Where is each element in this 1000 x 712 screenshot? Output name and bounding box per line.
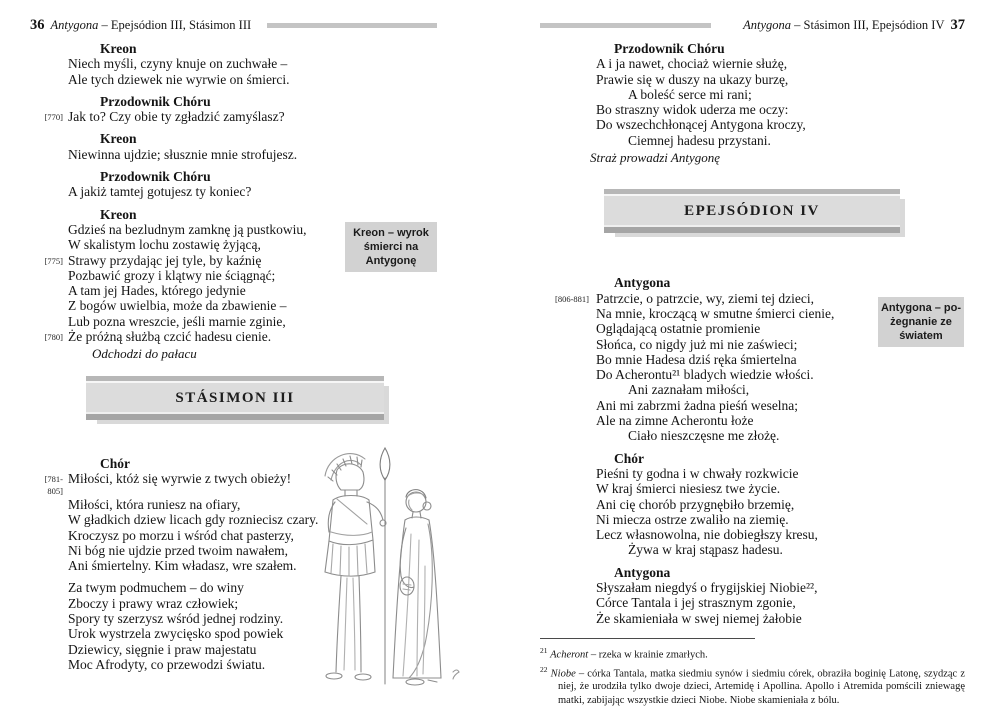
verse-text: Ni bóg nie ujdzie przed twoim nawałem, bbox=[68, 542, 289, 558]
verse-text: Dziewicy, sięgnie i praw majestatu bbox=[68, 641, 257, 657]
speech-block bbox=[540, 565, 965, 626]
verse-line bbox=[540, 497, 965, 512]
verse-text: Urok wystrzela zwycięsko spod powiek bbox=[68, 626, 284, 642]
line-number-ref bbox=[540, 512, 596, 527]
verse-line bbox=[30, 298, 437, 313]
speech-block bbox=[540, 41, 965, 148]
running-title-rest: – Stásimon III, Epejsódion IV bbox=[794, 17, 945, 32]
margin-note-line: żegnanie ze bbox=[890, 316, 952, 328]
verse-line bbox=[540, 117, 965, 132]
section-banner bbox=[86, 376, 384, 420]
line-number-ref bbox=[30, 147, 68, 162]
margin-note-antygona-farewell bbox=[878, 297, 964, 347]
footnote-text: – rzeka w krainie zmarłych. bbox=[590, 649, 708, 661]
footnotes bbox=[540, 638, 965, 707]
verse-line bbox=[30, 283, 437, 298]
footnote-marker: 22 bbox=[540, 664, 548, 674]
verse-line bbox=[30, 184, 437, 199]
verse-text: Córce Tantala i jej strasznym zgonie, bbox=[596, 595, 796, 611]
section-banner-title: EPEJSÓDION IV bbox=[684, 203, 820, 220]
verse-text: Pieśni ty godna i w chwały rozkwicie bbox=[596, 465, 799, 481]
verse-text: Ani mi zabrzmi żadna pieśń weselna; bbox=[596, 397, 799, 413]
line-number-ref bbox=[540, 133, 596, 148]
footnote-term: Niobe bbox=[550, 668, 576, 680]
line-number-ref bbox=[540, 481, 596, 496]
line-number-ref: [775] bbox=[44, 255, 63, 266]
guard-and-antigone-illustration bbox=[303, 444, 478, 692]
section-banner bbox=[604, 189, 900, 233]
running-title bbox=[51, 18, 252, 33]
verse-line bbox=[540, 72, 965, 87]
line-number-ref bbox=[30, 543, 68, 558]
verse-text: Miłości, któż się wyrwie z twych obieży! bbox=[68, 470, 292, 486]
verse-line bbox=[540, 133, 965, 148]
speaker-name: Kreon bbox=[100, 41, 137, 56]
line-number-ref bbox=[30, 72, 68, 87]
line-number-ref bbox=[30, 528, 68, 543]
speaker-name: Antygona bbox=[614, 564, 671, 580]
line-number-ref bbox=[30, 268, 68, 283]
line-number-ref bbox=[30, 657, 68, 672]
line-number-ref bbox=[30, 512, 68, 527]
margin-note-line: Antygonę bbox=[365, 255, 417, 267]
line-number-ref bbox=[30, 497, 68, 512]
footnote-niobe bbox=[540, 663, 965, 707]
verse-text: Strawy przydając jej tyle, by kaźnię bbox=[68, 252, 262, 268]
verse-text: Za twym podmuchem – do winy bbox=[68, 580, 244, 596]
footnote-marker: 21 bbox=[540, 645, 548, 655]
verse-text: Ale tych dziewek nie wyrwie on śmierci. bbox=[68, 71, 290, 87]
speaker-name: Kreon bbox=[100, 131, 137, 147]
verse-text: Ani śmiertelny. Kim władasz, wre szałem. bbox=[68, 558, 297, 574]
margin-note-line: śmierci na bbox=[363, 241, 419, 253]
verse-line bbox=[540, 367, 965, 382]
line-number-ref bbox=[30, 222, 68, 237]
verse-text: Słyszałam niegdyś o frygijskiej Niobie²², bbox=[596, 580, 818, 596]
verse-text: Do Acherontu²¹ bladych wiedzie włości. bbox=[596, 367, 814, 383]
line-number-ref bbox=[540, 352, 596, 367]
footnote-text: – córka Tantala, matka siedmiu synów i siedmiu córek, obraziła boginię Latonę, szydząc z niej, że urodziła tylko dwoje dzieci, Artemidę i Apollina. Apollo i Atremida pomścili zniewagę matki, zabijając wszystkie dzieci Niobe. Niobe skamieniała z bólu. bbox=[558, 668, 966, 706]
line-number-ref bbox=[30, 56, 68, 71]
verse-text: W skalistym lochu zostawię żyjącą, bbox=[68, 237, 261, 253]
verse-text: Słońca, co nigdy już mi nie zaświeci; bbox=[596, 336, 798, 352]
verse-line bbox=[540, 466, 965, 481]
line-number-ref bbox=[540, 102, 596, 117]
verse-line bbox=[30, 72, 437, 87]
line-number-ref bbox=[540, 580, 596, 595]
verse-line bbox=[540, 382, 965, 397]
verse-text: W gładkich dziew licach gdy rozniecisz czary. bbox=[68, 512, 319, 528]
line-number-ref bbox=[540, 321, 596, 336]
verse-text: Kroczysz po morzu i wśród chat pasterzy, bbox=[68, 527, 294, 543]
verse-line bbox=[540, 595, 965, 610]
verse-line bbox=[540, 512, 965, 527]
verse-line bbox=[540, 102, 965, 117]
verse-line bbox=[30, 147, 437, 162]
verse-line bbox=[30, 329, 437, 344]
header-rule-bar bbox=[267, 23, 437, 28]
speech-block bbox=[30, 169, 437, 200]
verse-line bbox=[540, 352, 965, 367]
speaker-name: Przodownik Chóru bbox=[100, 169, 211, 185]
margin-note-line: Kreon – wyrok bbox=[353, 227, 429, 239]
verse-text: A i ja nawet, chociaż wiernie służę, bbox=[596, 56, 788, 72]
verse-line bbox=[30, 109, 437, 124]
verse-text: Ani zaznałam miłości, bbox=[628, 382, 750, 398]
verse-text: A boleść serce mi rani; bbox=[628, 86, 752, 102]
footnote-rule bbox=[540, 638, 755, 639]
verse-text: Ale na zimne Acherontu łoże bbox=[596, 413, 754, 429]
book-title: Antygona bbox=[50, 17, 99, 32]
line-number-ref bbox=[540, 428, 596, 443]
verse-text: Ciało nieszczęsne me złożę. bbox=[628, 428, 780, 444]
verse-line bbox=[30, 56, 437, 71]
line-number-ref bbox=[540, 413, 596, 428]
verse-text: Ciemnej hadesu przystani. bbox=[628, 132, 771, 148]
line-number-ref bbox=[540, 382, 596, 397]
verse-text: Oglądającą ostatnie promienie bbox=[596, 321, 761, 337]
line-number-ref bbox=[540, 595, 596, 610]
margin-note-kreon-verdict bbox=[345, 222, 437, 272]
verse-text: Pozbawić grozy i klątwy nie ściągnąć; bbox=[68, 267, 276, 283]
line-number-ref bbox=[30, 184, 68, 199]
verse-text: Na mnie, kroczącą w smutne śmierci cienie, bbox=[596, 305, 835, 321]
verse-text: Bo straszny widok uderza me oczy: bbox=[596, 102, 789, 118]
header-rule-bar bbox=[540, 23, 711, 28]
verse-text: Lecz własnowolna, nie dobiegłszy kresu, bbox=[596, 527, 818, 543]
speech-block bbox=[30, 41, 437, 87]
verse-line bbox=[540, 428, 965, 443]
verse-text: W kraj śmierci niesiesz twe życie. bbox=[596, 481, 781, 497]
line-number-ref bbox=[540, 367, 596, 382]
verse-text: Żywa w kraj stąpasz hadesu. bbox=[628, 542, 783, 558]
verse-line bbox=[540, 611, 965, 626]
verse-text: Że próżną służbą czcić hadesu cienie. bbox=[68, 329, 272, 345]
verse-text: Lub pozna wreszcie, jeśli marnie zginie, bbox=[68, 313, 286, 329]
line-number-ref bbox=[30, 558, 68, 573]
line-number-ref bbox=[30, 283, 68, 298]
running-header bbox=[540, 16, 965, 34]
verse-line bbox=[540, 413, 965, 428]
verse-text: A jakiż tamtej gotujesz ty koniec? bbox=[68, 184, 252, 200]
line-number-ref bbox=[30, 611, 68, 626]
line-number-ref bbox=[30, 642, 68, 657]
margin-note-line: Antygona – po- bbox=[880, 302, 962, 314]
verse-text: Bo mnie Hadesa dziś ręka śmiertelna bbox=[596, 351, 797, 367]
line-number-ref: [770] bbox=[44, 112, 63, 123]
speaker-name: Chór bbox=[100, 455, 130, 471]
verse-text: Ani cię chorób przygnębiło brzemię, bbox=[596, 496, 795, 512]
verse-text: Niewinna ujdzie; słusznie mnie strofujesz. bbox=[68, 146, 298, 162]
book-title: Antygona bbox=[743, 17, 792, 32]
footnote-acheront bbox=[540, 644, 965, 662]
verse-text: Do wszechchłonącej Antygona kroczy, bbox=[596, 117, 806, 133]
verse-line bbox=[540, 87, 965, 102]
speech-block bbox=[30, 94, 437, 125]
line-number-ref bbox=[30, 237, 68, 252]
verse-line bbox=[540, 527, 965, 542]
running-title-rest: – Epejsódion III, Stásimon III bbox=[101, 17, 252, 32]
line-number-ref bbox=[540, 611, 596, 626]
line-number-ref bbox=[540, 466, 596, 481]
line-number-ref bbox=[30, 314, 68, 329]
stage-direction: Straż prowadzi Antygonę bbox=[590, 150, 721, 166]
line-number-ref bbox=[540, 542, 596, 557]
verse-line bbox=[540, 398, 965, 413]
line-number-ref bbox=[540, 87, 596, 102]
verse-text: Miłości, która runiesz na ofiary, bbox=[68, 496, 241, 512]
running-title bbox=[743, 18, 944, 33]
running-header bbox=[30, 16, 437, 34]
speaker-name: Chór bbox=[614, 450, 644, 466]
line-number-ref bbox=[540, 56, 596, 71]
line-number-ref bbox=[540, 527, 596, 542]
verse-line bbox=[540, 56, 965, 71]
stage-direction: Odchodzi do pałacu bbox=[92, 346, 197, 362]
verse-text: Jak to? Czy obie ty zgładzić zamyślasz? bbox=[68, 109, 285, 125]
verse-text: Zboczy i prawy wraz człowiek; bbox=[68, 595, 239, 611]
verse-text: Gdzieś na bezludnym zamknę ją pustkowiu, bbox=[68, 221, 307, 237]
line-number-ref bbox=[540, 398, 596, 413]
verse-text: Spory ty szerzysz wśród jednej rodziny. bbox=[68, 611, 284, 627]
line-number-ref bbox=[30, 580, 68, 595]
line-number-ref: [781-805] bbox=[44, 473, 63, 496]
verse-text: Niech myśli, czyny knuje on zuchwałe – bbox=[68, 56, 288, 72]
line-number-ref bbox=[540, 497, 596, 512]
verse-text: Patrzcie, o patrzcie, wy, ziemi tej dzieci, bbox=[596, 290, 815, 306]
verse-line bbox=[540, 481, 965, 496]
section-banner-title: STÁSIMON III bbox=[175, 389, 295, 406]
line-number-ref bbox=[540, 306, 596, 321]
page-number: 37 bbox=[950, 16, 965, 33]
verse-line bbox=[540, 542, 965, 557]
verse-line bbox=[30, 314, 437, 329]
speaker-name: Przodownik Chóru bbox=[100, 93, 211, 109]
footnote-term: Acheront bbox=[550, 649, 589, 661]
margin-note-line: światem bbox=[899, 330, 943, 342]
line-number-ref bbox=[30, 626, 68, 641]
line-number-ref bbox=[540, 337, 596, 352]
page-37 bbox=[540, 16, 965, 708]
line-number-ref bbox=[540, 72, 596, 87]
page-number: 36 bbox=[30, 16, 45, 33]
speech-block bbox=[540, 451, 965, 558]
verse-text: Z bogów uwielbia, może da zbawienie – bbox=[68, 298, 287, 314]
speaker-name: Przodownik Chóru bbox=[614, 41, 725, 56]
verse-text: Moc Afrodyty, co przewodzi światu. bbox=[68, 656, 266, 672]
speaker-name: Antygona bbox=[614, 275, 671, 291]
speech-block bbox=[30, 131, 437, 162]
verse-text: Prawie się w duszy na ukazy burzę, bbox=[596, 71, 789, 87]
line-number-ref: [780] bbox=[44, 332, 63, 343]
line-number-ref: [806-881] bbox=[555, 293, 589, 304]
speaker-name: Kreon bbox=[100, 206, 137, 222]
verse-text: Że skamieniała w swej niemej żałobie bbox=[596, 610, 802, 626]
line-number-ref bbox=[30, 596, 68, 611]
line-number-ref bbox=[30, 298, 68, 313]
verse-text: A tam jej Hades, którego jedynie bbox=[68, 283, 246, 299]
verse-text: Ni miecza ostrze zwaliło na ziemię. bbox=[596, 511, 789, 527]
verse-line bbox=[540, 580, 965, 595]
line-number-ref bbox=[540, 117, 596, 132]
